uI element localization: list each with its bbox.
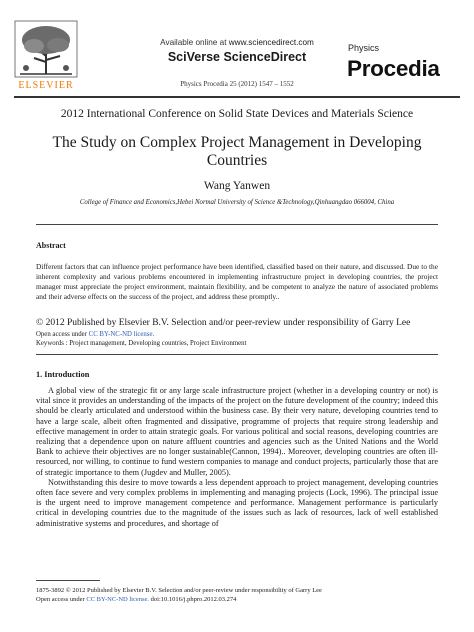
journal-logo bbox=[348, 34, 454, 88]
journal-name-small: Physics bbox=[348, 43, 380, 53]
available-online bbox=[148, 38, 326, 47]
publisher-name: ELSEVIER bbox=[18, 80, 74, 91]
journal-name-large: Procedia bbox=[347, 56, 440, 81]
footer-open-access-label: Open access under bbox=[36, 595, 87, 603]
sciencedirect-link[interactable]: www.sciencedirect.com bbox=[228, 38, 314, 47]
footer-open-access bbox=[36, 596, 438, 605]
footer-doi: doi:10.1016/j.phpro.2012.03.274 bbox=[149, 595, 237, 603]
footnote-divider bbox=[36, 580, 100, 581]
abstract-heading: Abstract bbox=[36, 241, 66, 250]
abstract-top-divider bbox=[36, 224, 438, 225]
sciverse-brand: SciVerse ScienceDirect bbox=[167, 50, 307, 64]
header-divider bbox=[14, 96, 460, 98]
license-link[interactable]: CC BY-NC-ND license. bbox=[88, 331, 155, 338]
abstract-text: Different factors that can influence project performance have been identified, classified based on their nature, and discussed. Due to the inherent complexity and various problems encountered in implementing infrastructure project in developing countries, the project manager must appreciate the project environment, maintain flexibility, and be competent to analyze the nature of associated problems and their adverse effects on the success of the project, and address these promptly.. bbox=[36, 262, 438, 302]
section-heading-introduction: 1. Introduction bbox=[36, 370, 90, 379]
footer-copyright: 1875-3892 © 2012 Published by Elsevier B.V. Selection and/or peer-review under responsibility of Garry Lee bbox=[36, 587, 322, 594]
available-online-label: Available online at bbox=[160, 38, 229, 47]
paragraph: A global view of the strategic fit or any large scale infrastructure project (whether in a developing country or not) is vital since it provides an understanding of the impacts of the project on the future development of the country; indeed this should be clearly articulated and understood within the business case. By their very nature, developing countries tend to have a large scale, albeit often fragmented and dissipative, programme of projects that require strong leadership and effective management in order to attain strategic goals. For various political and social reasons, developing countries are realizing that a dependence upon on nature affluent countries and agencies such as the United Nations and the World Bank to achieve their objectives are no longer sustainable(Cannon, 1994).. Moreover, developing countries are often ill-resourced, nor willing, to continue to fund western companies to manage and conduct projects, particularly those that are of strategic importance to them (Jugdev and Muller, 2005). bbox=[36, 386, 438, 477]
footer-license-link[interactable]: CC BY-NC-ND license. bbox=[86, 595, 150, 603]
open-access-notice bbox=[36, 331, 438, 338]
keywords: Keywords : Project management, Developing countries, Project Environment bbox=[36, 340, 247, 347]
elsevier-tree-logo-icon bbox=[14, 20, 78, 78]
article-header bbox=[0, 0, 474, 112]
conference-name: 2012 International Conference on Solid State Devices and Materials Science bbox=[60, 108, 414, 120]
paragraph: Notwithstanding this desire to move towards a less dependent approach to project management, developing countries often face severe and very complex problems in implementing and managing projects (Lock, 1996). The principal issue is the urgent need to improve management competence and performance. Management performance is particularly critical in developing countries due to the magnitude of the issues such as lack of resources, lack of well established administrative systems and procedures, and shortage of bbox=[36, 477, 438, 528]
introduction-text bbox=[36, 386, 438, 529]
copyright-notice: © 2012 Published by Elsevier B.V. Selection and/or peer-review under responsibility of Garry Lee bbox=[36, 318, 411, 328]
page-footer bbox=[36, 587, 438, 604]
open-access-label: Open access under bbox=[36, 331, 89, 338]
article-title: The Study on Complex Project Management in Developing Countries bbox=[52, 134, 422, 169]
journal-citation: Physics Procedia 25 (2012) 1547 – 1552 bbox=[180, 80, 294, 88]
author-affiliation: College of Finance and Economics,Hebei Normal University of Science &Technology,Qinhuangdao 066004, China bbox=[79, 199, 395, 206]
abstract-bottom-divider bbox=[36, 354, 438, 355]
author-name: Wang Yanwen bbox=[203, 180, 271, 192]
